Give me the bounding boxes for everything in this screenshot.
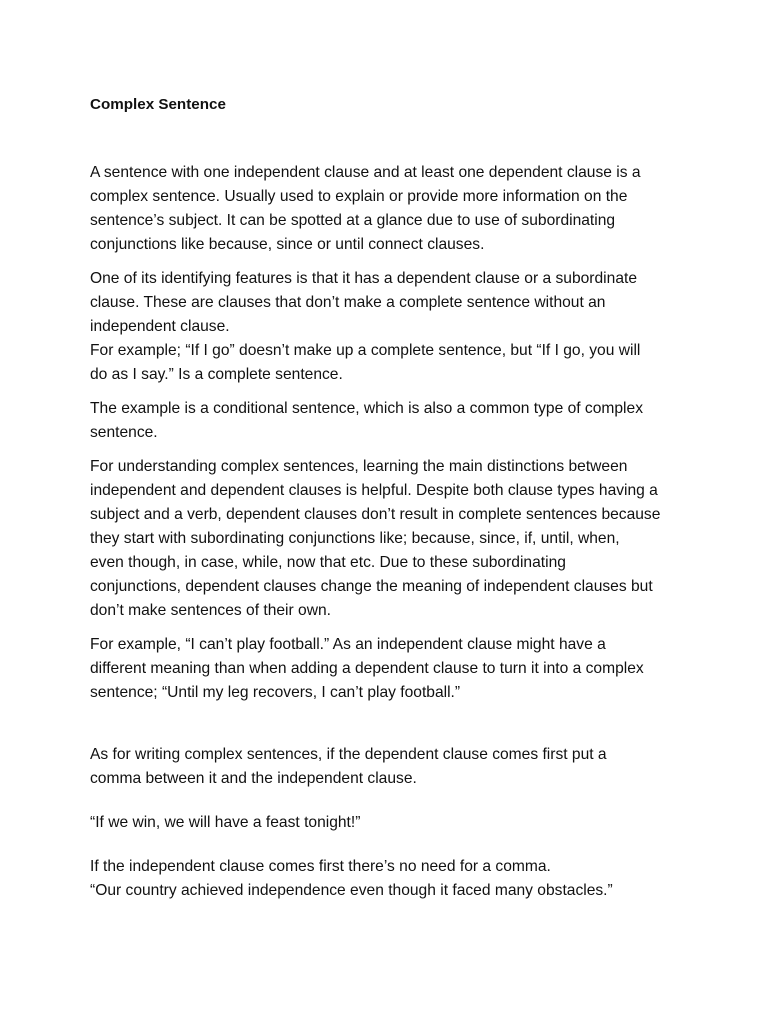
paragraph-writing-rule: As for writing complex sentences, if the dependent clause comes first put a comma between it and the independent clause. <box>90 746 607 787</box>
paragraph-definition: A sentence with one independent clause and at least one dependent clause is a complex sentence. Usually used to explain or provide more information on the sentence’s subject. It can be spotted at a glance due to use of subordinating conjunctions like because, since or until connect clauses. <box>90 164 641 253</box>
document-body <box>90 94 690 903</box>
paragraph-conditional: The example is a conditional sentence, which is also a common type of complex sentence. <box>90 400 643 441</box>
paragraph-feast-example: “If we win, we will have a feast tonight!” <box>90 814 361 831</box>
paragraph-distinctions: For understanding complex sentences, learning the main distinctions between independent and dependent clauses is helpful. Despite both clause types having a subject and a verb, dependent clauses don’t result in complete sentences because they start with subordinating conjunctions like; because, since, if, until, when, even though, in case, while, now that etc. Due to these subordinating conjunctions, dependent clauses change the meaning of independent clauses but don’t make sentences of their own. <box>90 458 661 619</box>
paragraph-no-comma: If the independent clause comes first there’s no need for a comma. “Our country achieved independence even though it faced many obstacles.” <box>90 858 613 899</box>
paragraph-identifying-features: One of its identifying features is that it has a dependent clause or a subordinate clause. These are clauses that don’t make a complete sentence without an independent clause. For example; “If I go” doesn’t make up a complete sentence, but “If I go, you will do as I say.” Is a complete sentence. <box>90 270 641 383</box>
document-title: Complex Sentence <box>90 96 226 113</box>
paragraph-football-example: For example, “I can’t play football.” As an independent clause might have a different meaning than when adding a dependent clause to turn it into a complex sentence; “Until my leg recovers, I can’t play football.” <box>90 636 644 701</box>
